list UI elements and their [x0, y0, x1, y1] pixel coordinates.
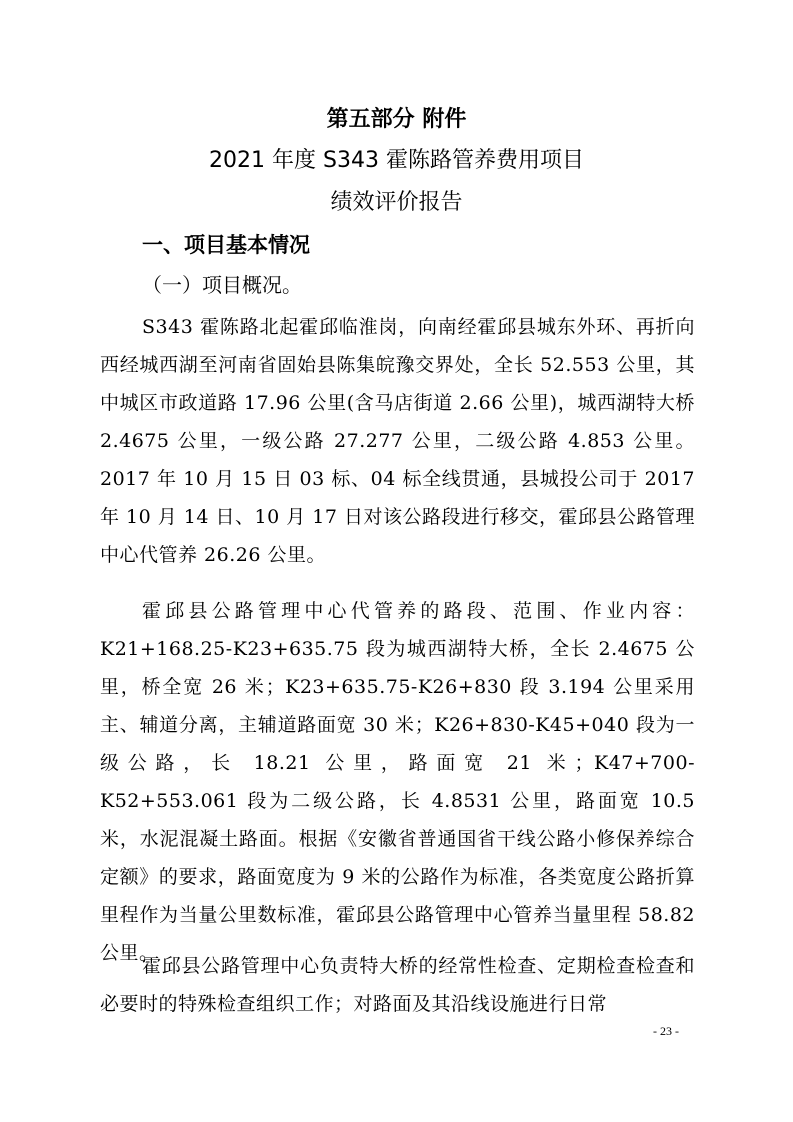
subsection-heading: （一）项目概况。: [142, 273, 302, 297]
section-heading: 一、项目基本情况: [142, 233, 310, 257]
paragraph-scope: 霍邱县公路管理中心代管养的路段、范围、作业内容：K21+168.25-K23+635.75 段为城西湖特大桥，全长 2.4675 公里，桥全宽 26 米；K23+635.75-K26+830 段 3.194 公里采用主、辅道分离，主辅道路面宽 30 米；K26+830-K45+040 段为一级公路，长 18.21 公里，路面宽 21 米；K47+700-K52+553.061 段为二级公路，长 4.8531 公里，路面宽 10.5 米，水泥混凝土路面。根据《安徽省普通国省干线公路小修保养综合定额》的要求，路面宽度为 9 米的公路作为标准，各类宽度公路折算里程作为当量公里数标准，霍邱县公路管理中心管养当量里程 58.82 公里。: [100, 600, 695, 964]
part-heading: 第五部分 附件: [326, 107, 467, 132]
report-subtitle: 绩效评价报告: [330, 190, 463, 215]
page-number: - 23 -: [653, 1024, 679, 1038]
paragraph-responsibility: 霍邱县公路管理中心负责特大桥的经常性检查、定期检查检查和必要时的特殊检查组织工作；对路面及其沿线设施进行日常: [100, 955, 695, 1015]
paragraph-overview: S343 霍陈路北起霍邱临淮岗，向南经霍邱县城东外环、再折向西经城西湖至河南省固始县陈集皖豫交界处，全长 52.553 公里，其中城区市政道路 17.96 公里(含马店街道 2.66 公里)，城西湖特大桥 2.4675 公里，一级公路 27.277 公里，二级公路 4.853 公里。2017 年 10 月 15 日 03 标、04 标全线贯通，县城投公司于 2017 年 10 月 14 日、10 月 17 日对该公路段进行移交，霍邱县公路管理中心代管养 26.26 公里。: [100, 316, 695, 566]
report-title: 2021 年度 S343 霍陈路管养费用项目: [209, 148, 584, 173]
